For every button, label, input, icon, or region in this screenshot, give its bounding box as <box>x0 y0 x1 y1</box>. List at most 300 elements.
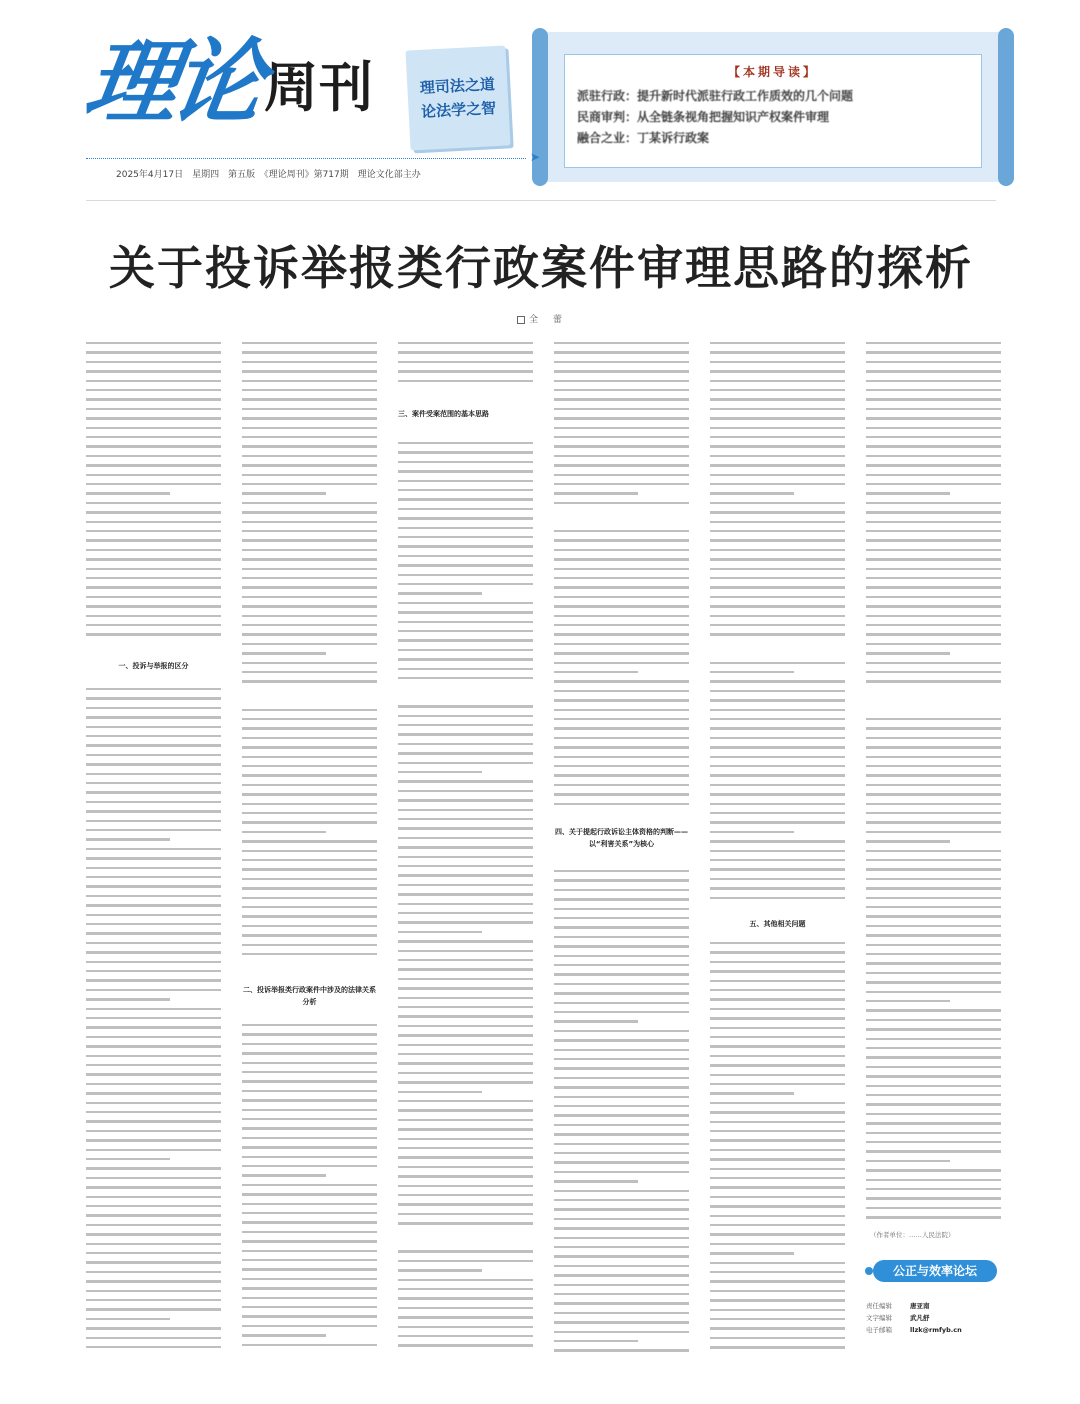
author-affiliation: （作者单位：……人民法院） <box>870 1231 955 1239</box>
text-line <box>86 1167 221 1169</box>
text-line <box>398 950 533 952</box>
text-line <box>710 586 845 588</box>
text-line <box>866 511 1001 513</box>
masthead <box>78 28 1006 198</box>
text-line <box>710 568 845 570</box>
text-line <box>710 1064 845 1066</box>
text-line <box>710 549 845 551</box>
text-line <box>710 1271 845 1273</box>
text-line <box>866 1216 1001 1218</box>
text-line <box>242 878 377 880</box>
text-line <box>710 942 845 944</box>
text-line <box>86 1205 221 1207</box>
section-heading: 三、案件受案范围的基本思路 <box>398 410 489 418</box>
text-line <box>710 1299 845 1301</box>
text-line <box>242 1259 377 1261</box>
article-column-4 <box>554 342 689 1354</box>
text-line <box>710 511 845 513</box>
guide-item[interactable]: 派驻行政：提升新时代派驻行政工作质效的几个问题 <box>577 89 854 103</box>
text-line <box>710 989 845 991</box>
text-line <box>554 662 689 664</box>
text-line <box>710 361 845 363</box>
text-line <box>554 1011 689 1013</box>
text-line <box>242 549 377 551</box>
text-line <box>710 605 845 607</box>
text-line <box>242 436 377 438</box>
text-line <box>242 1231 377 1233</box>
text-line <box>554 417 689 419</box>
text-line <box>554 879 689 881</box>
dateline-rule <box>86 158 526 159</box>
text-line <box>398 461 533 463</box>
text-line <box>398 771 482 773</box>
text-line <box>398 649 533 651</box>
text-line <box>710 370 845 372</box>
text-line <box>710 1233 845 1235</box>
text-line <box>398 762 533 764</box>
text-line <box>242 765 377 767</box>
text-line <box>710 690 845 692</box>
text-line <box>866 624 1001 626</box>
text-line <box>242 803 377 805</box>
text-line <box>554 756 689 758</box>
text-line <box>242 1287 377 1289</box>
text-line <box>398 351 533 353</box>
text-line <box>710 859 845 861</box>
text-line <box>866 1113 1001 1115</box>
forum-badge: 公正与效率论坛 <box>873 1260 997 1282</box>
text-line <box>398 1344 533 1346</box>
text-line <box>554 774 689 776</box>
text-line <box>398 1269 482 1271</box>
text-line <box>710 380 845 382</box>
text-line <box>866 1150 1001 1152</box>
text-line <box>86 820 221 822</box>
text-line <box>242 1099 377 1101</box>
text-line <box>866 784 1001 786</box>
text-line <box>86 1299 221 1301</box>
text-line <box>242 652 326 654</box>
text-line <box>710 1111 845 1113</box>
text-line <box>398 555 533 557</box>
text-line <box>398 583 533 585</box>
newspaper-logo <box>78 28 375 136</box>
text-line <box>710 615 845 617</box>
text-line <box>398 621 533 623</box>
text-line <box>554 793 689 795</box>
text-line <box>554 917 689 919</box>
text-line <box>710 1243 845 1245</box>
guide-title: 【本期导读】 <box>727 65 818 79</box>
text-line <box>86 483 221 485</box>
text-line <box>710 951 845 953</box>
text-line <box>86 1280 221 1282</box>
text-line <box>242 398 377 400</box>
text-line <box>866 577 1001 579</box>
motto-badge <box>405 45 510 150</box>
text-line <box>866 615 1001 617</box>
text-line <box>398 517 533 519</box>
text-line <box>710 417 845 419</box>
text-line <box>710 662 845 664</box>
text-line <box>710 1337 845 1339</box>
text-line <box>554 680 689 682</box>
text-line <box>710 821 845 823</box>
text-line <box>398 865 533 867</box>
text-line <box>554 492 638 494</box>
text-line <box>710 850 845 852</box>
text-line <box>866 746 1001 748</box>
text-line <box>554 370 689 372</box>
text-line <box>398 968 533 970</box>
text-line <box>398 733 533 735</box>
text-line <box>86 1224 221 1226</box>
text-line <box>554 1133 689 1135</box>
text-line <box>86 1271 221 1273</box>
text-line <box>242 1325 377 1327</box>
text-line <box>86 1318 170 1320</box>
text-line <box>710 1309 845 1311</box>
text-line <box>866 812 1001 814</box>
text-line <box>398 564 533 566</box>
text-line <box>866 1066 1001 1068</box>
text-line <box>242 953 377 955</box>
section-heading: 二、投诉举报类行政案件中涉及的法律关系分析 <box>243 986 376 1006</box>
text-line <box>866 1056 1001 1058</box>
text-line <box>242 643 377 645</box>
text-line <box>242 558 377 560</box>
text-line <box>710 483 845 485</box>
text-line <box>710 774 845 776</box>
text-line <box>398 630 533 632</box>
text-line <box>242 1315 377 1317</box>
text-line <box>710 784 845 786</box>
text-line <box>554 474 689 476</box>
text-line <box>398 1185 533 1187</box>
text-line <box>242 793 377 795</box>
text-line <box>86 867 221 869</box>
text-line <box>398 1062 533 1064</box>
text-line <box>554 898 689 900</box>
text-line <box>242 605 377 607</box>
text-line <box>866 840 950 842</box>
text-line <box>86 848 221 850</box>
text-line <box>86 521 221 523</box>
guide-item[interactable]: 民商审判：从全链条视角把握知识产权案件审理 <box>577 110 830 124</box>
text-line <box>866 1160 950 1162</box>
motto-line-1: 理司法之道 <box>419 75 496 97</box>
text-line <box>242 1146 377 1148</box>
text-line <box>710 633 845 635</box>
text-line <box>242 709 377 711</box>
text-line <box>242 1193 377 1195</box>
text-line <box>554 605 689 607</box>
text-line <box>866 643 1001 645</box>
text-line <box>242 1052 377 1054</box>
text-line <box>866 445 1001 447</box>
text-line <box>86 688 221 690</box>
text-line <box>398 856 533 858</box>
text-line <box>866 1103 1001 1105</box>
text-line <box>398 743 533 745</box>
article-column-2 <box>242 342 377 1354</box>
text-line <box>710 1121 845 1123</box>
text-line <box>710 436 845 438</box>
text-line <box>398 545 533 547</box>
text-line <box>710 1139 845 1141</box>
text-line <box>866 549 1001 551</box>
text-line <box>86 791 221 793</box>
text-line <box>242 455 377 457</box>
text-line <box>86 1261 221 1263</box>
text-line <box>554 955 689 957</box>
editor-role: 文字编辑 <box>866 1314 892 1322</box>
text-line <box>866 1028 1001 1030</box>
text-line <box>866 408 1001 410</box>
text-line <box>86 763 221 765</box>
text-line <box>86 885 221 887</box>
text-line <box>710 1327 845 1329</box>
text-line <box>242 1306 377 1308</box>
text-line <box>710 1055 845 1057</box>
text-line <box>242 615 377 617</box>
text-line <box>86 1102 221 1104</box>
text-line <box>866 474 1001 476</box>
text-line <box>866 361 1001 363</box>
text-line <box>86 511 221 513</box>
text-line <box>242 737 377 739</box>
text-line <box>554 690 689 692</box>
text-line <box>710 671 794 673</box>
text-line <box>866 1094 1001 1096</box>
text-line <box>866 934 1001 936</box>
text-line <box>242 1278 377 1280</box>
text-line <box>554 1039 689 1041</box>
text-line <box>242 1033 377 1035</box>
text-line <box>242 1156 377 1158</box>
text-line <box>710 727 845 729</box>
text-line <box>242 831 326 833</box>
text-line <box>554 1049 689 1051</box>
text-line <box>866 774 1001 776</box>
text-line <box>866 793 1001 795</box>
text-line <box>86 716 221 718</box>
text-line <box>242 568 377 570</box>
text-line <box>86 1045 221 1047</box>
text-line <box>86 605 221 607</box>
text-line <box>242 1109 377 1111</box>
text-line <box>710 530 845 532</box>
text-line <box>866 878 1001 880</box>
text-line <box>86 351 221 353</box>
text-line <box>242 1127 377 1129</box>
text-line <box>398 1297 533 1299</box>
text-line <box>398 668 533 670</box>
text-line <box>554 1161 689 1163</box>
text-line <box>866 1197 1001 1199</box>
text-line <box>398 780 533 782</box>
editor-row <box>866 1324 1000 1336</box>
text-line <box>86 445 221 447</box>
text-line <box>866 539 1001 541</box>
text-line <box>398 1119 533 1121</box>
guide-panel <box>564 54 982 168</box>
text-line <box>86 1017 221 1019</box>
text-line <box>86 624 221 626</box>
text-line <box>86 744 221 746</box>
text-line <box>866 756 1001 758</box>
text-line <box>710 408 845 410</box>
text-line <box>866 502 1001 504</box>
text-line <box>866 1122 1001 1124</box>
text-line <box>866 351 1001 353</box>
editor-name: 武凡舒 <box>910 1314 930 1322</box>
text-line <box>398 1213 533 1215</box>
text-line <box>398 508 533 510</box>
text-line <box>710 709 845 711</box>
text-line <box>86 408 221 410</box>
text-line <box>398 1260 533 1262</box>
text-line <box>710 474 845 476</box>
text-line <box>710 351 845 353</box>
text-line <box>242 718 377 720</box>
text-line <box>86 417 221 419</box>
text-line <box>398 1128 533 1130</box>
text-line <box>398 874 533 876</box>
text-line <box>710 464 845 466</box>
article-column-6 <box>866 342 1001 1354</box>
article-column-1 <box>86 342 221 1354</box>
text-line <box>710 398 845 400</box>
guide-item[interactable]: 融合之业：丁某诉行政案 <box>577 131 710 145</box>
text-line <box>554 342 689 344</box>
article-column-3 <box>398 342 533 1354</box>
masthead-divider <box>86 200 996 201</box>
text-line <box>866 831 1001 833</box>
text-line <box>866 427 1001 429</box>
text-line <box>86 1073 221 1075</box>
text-line <box>86 1130 221 1132</box>
editor-email[interactable]: llzk@rmfyb.cn <box>910 1326 962 1334</box>
text-line <box>86 427 221 429</box>
text-line <box>866 342 1001 344</box>
text-line <box>866 370 1001 372</box>
text-line <box>86 464 221 466</box>
editor-role: 责任编辑 <box>866 1302 892 1310</box>
text-line <box>554 1030 689 1032</box>
text-line <box>710 1158 845 1160</box>
text-line <box>554 803 689 805</box>
text-line <box>554 936 689 938</box>
text-line <box>398 498 533 500</box>
text-line <box>242 445 377 447</box>
text-line <box>710 389 845 391</box>
text-line <box>866 662 1001 664</box>
text-line <box>866 944 1001 946</box>
text-line <box>86 735 221 737</box>
text-line <box>86 979 221 981</box>
text-line <box>242 897 377 899</box>
text-line <box>866 492 950 494</box>
text-line <box>554 727 689 729</box>
text-line <box>866 605 1001 607</box>
text-line <box>710 1130 845 1132</box>
text-line <box>86 1186 221 1188</box>
text-line <box>242 1297 377 1299</box>
text-line <box>554 643 689 645</box>
text-line <box>86 1214 221 1216</box>
text-line <box>866 925 1001 927</box>
editor-name: 唐亚南 <box>910 1302 930 1310</box>
text-line <box>86 857 221 859</box>
text-line <box>866 680 1001 682</box>
text-line <box>554 380 689 382</box>
text-line <box>242 577 377 579</box>
article-column-5 <box>710 342 845 1354</box>
text-line <box>554 624 689 626</box>
text-line <box>86 398 221 400</box>
text-line <box>86 539 221 541</box>
text-line <box>554 1199 689 1201</box>
text-line <box>242 1165 377 1167</box>
text-line <box>866 455 1001 457</box>
text-line <box>866 1188 1001 1190</box>
text-line <box>86 492 170 494</box>
text-line <box>398 480 533 482</box>
text-line <box>86 904 221 906</box>
text-line <box>242 1344 377 1346</box>
text-line <box>398 677 533 679</box>
text-line <box>86 1008 221 1010</box>
text-line <box>710 897 845 899</box>
text-line <box>398 1100 533 1102</box>
text-line <box>398 361 533 363</box>
text-line <box>86 876 221 878</box>
text-line <box>710 1074 845 1076</box>
text-line <box>710 521 845 523</box>
text-line <box>242 850 377 852</box>
text-line <box>398 1222 533 1224</box>
text-line <box>710 980 845 982</box>
text-line <box>242 474 377 476</box>
text-line <box>398 1091 482 1093</box>
text-line <box>86 914 221 916</box>
text-line <box>86 436 221 438</box>
text-line <box>86 1026 221 1028</box>
editor-role: 电子邮箱 <box>866 1326 892 1334</box>
logo-subtitle: 周刊 <box>264 56 375 119</box>
text-line <box>866 737 1001 739</box>
text-line <box>242 784 377 786</box>
text-line <box>398 536 533 538</box>
text-line <box>86 707 221 709</box>
text-line <box>866 483 1001 485</box>
text-line <box>242 361 377 363</box>
text-line <box>242 417 377 419</box>
text-line <box>86 829 221 831</box>
text-line <box>710 427 845 429</box>
text-line <box>398 658 533 660</box>
text-line <box>242 1118 377 1120</box>
text-line <box>710 831 794 833</box>
text-line <box>554 1114 689 1116</box>
text-line <box>86 568 221 570</box>
text-line <box>554 1274 689 1276</box>
text-line <box>554 1096 689 1098</box>
text-line <box>554 596 689 598</box>
text-line <box>710 887 845 889</box>
text-line <box>398 1194 533 1196</box>
